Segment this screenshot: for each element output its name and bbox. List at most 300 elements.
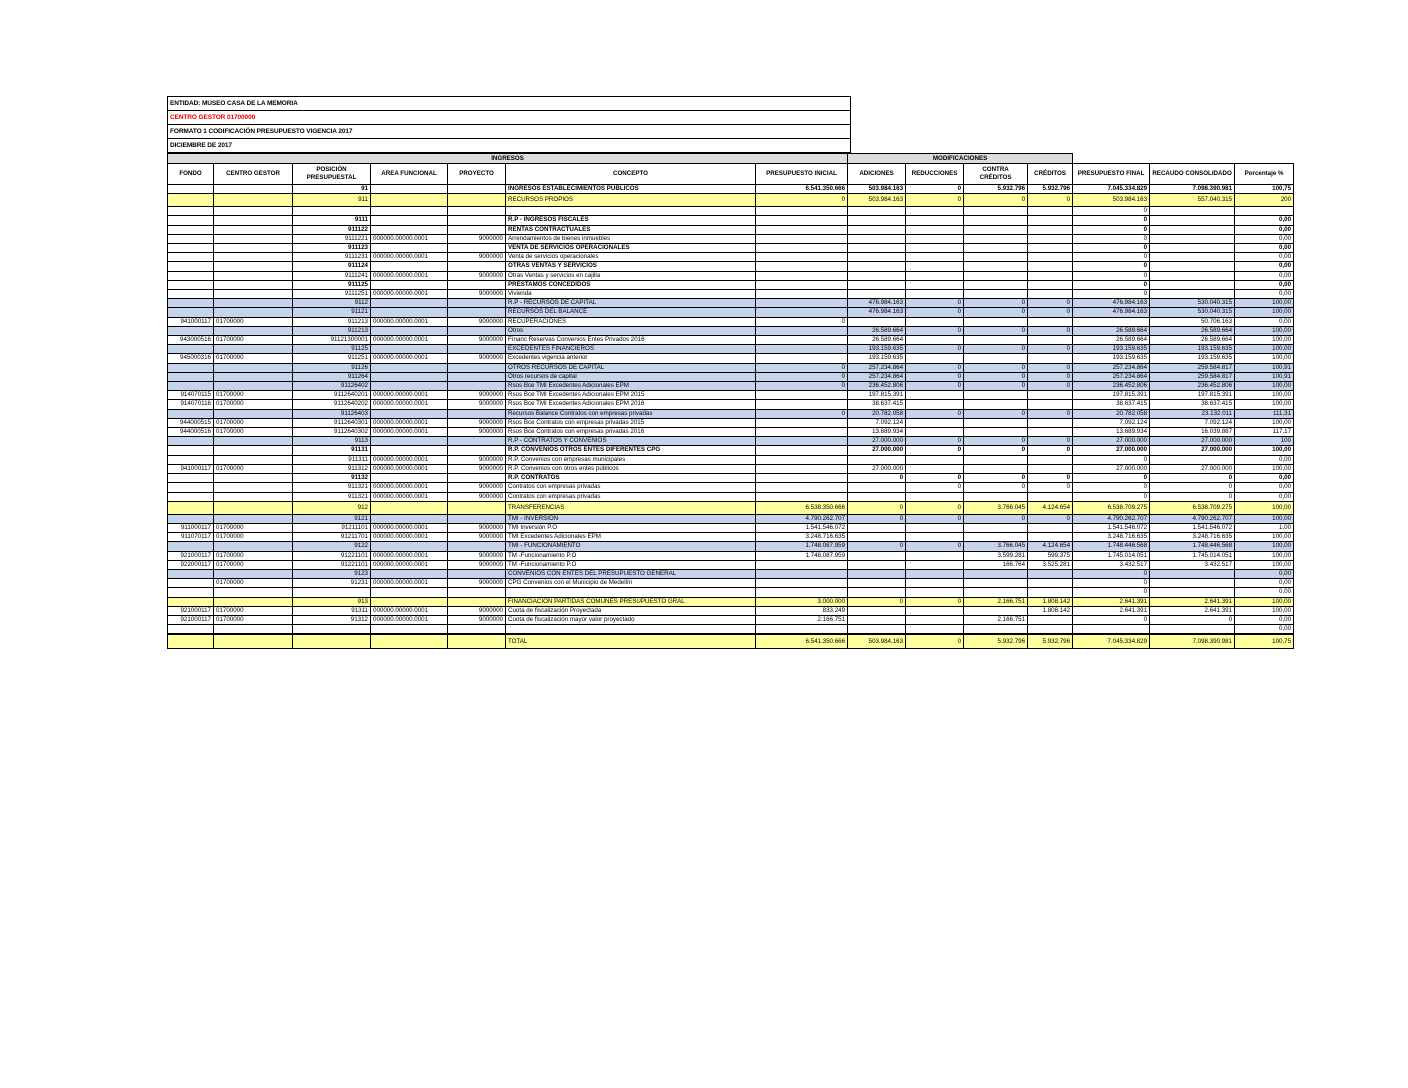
cell-centro-gestor (214, 446, 293, 455)
cell-reducciones (906, 391, 964, 400)
cell-recaudo: 27.000.000 (1150, 446, 1235, 455)
cell-posicion: 9112640301 (293, 418, 371, 427)
cell-posicion: 911123 (293, 244, 371, 253)
table-row (168, 336, 1294, 345)
cell-presupuesto-final: 3.248.716.635 (1073, 533, 1150, 542)
cell-creditos: 0 (1028, 372, 1073, 381)
cell-creditos: 0 (1028, 299, 1073, 308)
cell-creditos: 0 (1028, 308, 1073, 317)
cell-porcentaje: 100,75 (1235, 634, 1294, 649)
cell-presupuesto-final: 20.782.058 (1073, 409, 1150, 418)
cell-centro-gestor (214, 262, 293, 271)
cell-presupuesto-final: 236.452.806 (1073, 382, 1150, 391)
cell-fondo: 914070115 (168, 391, 214, 400)
cell-adiciones (848, 560, 906, 569)
cell-reducciones: 0 (906, 597, 964, 606)
cell-creditos: 4.124.654 (1028, 501, 1073, 514)
cell-adiciones: 503.984.163 (848, 185, 906, 194)
cell-recaudo: 197.815.391 (1150, 391, 1235, 400)
cell-porcentaje: 0,00 (1235, 225, 1294, 234)
cell-presupuesto-inicial (756, 560, 848, 569)
cell-presupuesto-final: 503.984.163 (1073, 194, 1150, 207)
cell-centro-gestor (214, 588, 293, 597)
cell-fondo (168, 455, 214, 464)
cell-recaudo (1150, 579, 1235, 588)
cell-proyecto (448, 207, 506, 216)
cell-posicion: 912 (293, 501, 371, 514)
cell-posicion: 91221101 (293, 560, 371, 569)
cell-creditos (1028, 588, 1073, 597)
cell-fondo: 914070116 (168, 400, 214, 409)
cell-adiciones (848, 588, 906, 597)
cell-adiciones: 503.984.163 (848, 194, 906, 207)
cell-reducciones (906, 625, 964, 635)
cell-centro-gestor (214, 280, 293, 289)
cell-proyecto: 9000000 (448, 579, 506, 588)
cell-concepto: OTROS RECURSOS DE CAPITAL (506, 363, 756, 372)
cell-porcentaje: 200 (1235, 194, 1294, 207)
cell-centro-gestor (214, 372, 293, 381)
table-row (168, 262, 1294, 271)
cell-reducciones: 0 (906, 474, 964, 483)
cell-posicion (293, 207, 371, 216)
cell-presupuesto-inicial: 6.541.350.666 (756, 185, 848, 194)
cell-presupuesto-final: 0 (1073, 483, 1150, 492)
cell-presupuesto-inicial (756, 492, 848, 501)
table-row (168, 280, 1294, 289)
cell-area-funcional: 000000.00000.0001 (371, 492, 448, 501)
cell-presupuesto-inicial (756, 308, 848, 317)
table-row (168, 400, 1294, 409)
cell-area-funcional: 000000.00000.0001 (371, 483, 448, 492)
cell-creditos: 0 (1028, 474, 1073, 483)
cell-presupuesto-final: 1.748.446.568 (1073, 542, 1150, 551)
cell-adiciones: 26.589.664 (848, 336, 906, 345)
col-recaudo-header: RECAUDO CONSOLIDADO (1150, 164, 1235, 185)
cell-recaudo (1150, 271, 1235, 280)
cell-posicion: 91126402 (293, 382, 371, 391)
cell-recaudo: 27.000.000 (1150, 464, 1235, 473)
cell-area-funcional: 000000.00000.0001 (371, 354, 448, 363)
cell-concepto: Otros recursos de capital (506, 372, 756, 381)
cell-porcentaje: 100,00 (1235, 345, 1294, 354)
cell-creditos (1028, 253, 1073, 262)
cell-porcentaje: 100,00 (1235, 326, 1294, 335)
cell-presupuesto-inicial (756, 290, 848, 299)
cell-porcentaje: 100 (1235, 437, 1294, 446)
cell-concepto: CPG Convenios con el Municipio de Medellín (506, 579, 756, 588)
cell-proyecto: 9000000 (448, 606, 506, 615)
cell-fondo (168, 326, 214, 335)
cell-presupuesto-final: 0 (1073, 225, 1150, 234)
cell-concepto: RECURSOS DEL BALANCE (506, 308, 756, 317)
cell-fondo (168, 185, 214, 194)
cell-porcentaje: 100,00 (1235, 354, 1294, 363)
cell-creditos (1028, 262, 1073, 271)
cell-fondo: 921000117 (168, 615, 214, 624)
cell-concepto: Otros (506, 326, 756, 335)
cell-fondo (168, 372, 214, 381)
cell-centro-gestor: 01700000 (214, 551, 293, 560)
cell-concepto: Rsos Bce Contratos con empresas privadas 2016 (506, 428, 756, 437)
cell-creditos: 4.124.654 (1028, 542, 1073, 551)
cell-adiciones: 0 (848, 597, 906, 606)
cell-concepto: R.P. CONVENIOS OTROS ENTES DIFERENTES CPG (506, 446, 756, 455)
cell-contra-creditos (964, 207, 1028, 216)
cell-porcentaje: 100,00 (1235, 533, 1294, 542)
table-row (168, 234, 1294, 243)
cell-adiciones (848, 317, 906, 326)
cell-fondo (168, 492, 214, 501)
table-row (168, 244, 1294, 253)
cell-concepto: Rsos Bce TMI Excedentes Adicionales EPM (506, 382, 756, 391)
cell-recaudo: 0 (1150, 483, 1235, 492)
cell-proyecto (448, 262, 506, 271)
cell-presupuesto-final: 257.234.864 (1073, 372, 1150, 381)
cell-adiciones: 193.159.635 (848, 354, 906, 363)
cell-creditos: 0 (1028, 514, 1073, 523)
cell-proyecto: 9000000 (448, 234, 506, 243)
cell-creditos (1028, 280, 1073, 289)
cell-contra-creditos (964, 533, 1028, 542)
table-row (168, 569, 1294, 578)
cell-presupuesto-inicial (756, 588, 848, 597)
cell-area-funcional (371, 326, 448, 335)
cell-posicion: 9112640302 (293, 428, 371, 437)
cell-proyecto (448, 501, 506, 514)
cell-area-funcional (371, 345, 448, 354)
cell-centro-gestor (214, 501, 293, 514)
cell-concepto: R.P - INGRESOS FISCALES (506, 216, 756, 225)
cell-fondo: 922000117 (168, 560, 214, 569)
cell-contra-creditos (964, 400, 1028, 409)
cell-concepto: CONVENIOS CON ENTES DEL PRESUPUESTO GENERAL (506, 569, 756, 578)
cell-porcentaje: 0,00 (1235, 216, 1294, 225)
cell-proyecto (448, 569, 506, 578)
cell-presupuesto-inicial (756, 455, 848, 464)
cell-centro-gestor: 01700000 (214, 464, 293, 473)
cell-contra-creditos (964, 336, 1028, 345)
group-ingresos: INGRESOS (168, 154, 848, 164)
cell-centro-gestor (214, 569, 293, 578)
cell-centro-gestor: 01700000 (214, 400, 293, 409)
cell-reducciones (906, 262, 964, 271)
cell-reducciones: 0 (906, 345, 964, 354)
cell-adiciones (848, 455, 906, 464)
cell-posicion: 911321 (293, 492, 371, 501)
cell-posicion: 911125 (293, 280, 371, 289)
cell-proyecto: 9000000 (448, 551, 506, 560)
cell-centro-gestor (214, 225, 293, 234)
cell-adiciones: 193.159.635 (848, 345, 906, 354)
cell-contra-creditos (964, 391, 1028, 400)
cell-adiciones: 476.984.163 (848, 299, 906, 308)
cell-proyecto: 9000000 (448, 492, 506, 501)
cell-posicion: 91121300001 (293, 336, 371, 345)
cell-porcentaje: 100,00 (1235, 400, 1294, 409)
cell-fondo (168, 280, 214, 289)
cell-adiciones (848, 244, 906, 253)
cell-contra-creditos (964, 262, 1028, 271)
cell-contra-creditos: 5.932.796 (964, 185, 1028, 194)
cell-centro-gestor: 01700000 (214, 615, 293, 624)
cell-concepto: Venta de servicios operacionales (506, 253, 756, 262)
cell-presupuesto-inicial (756, 207, 848, 216)
cell-recaudo: 259.584.817 (1150, 363, 1235, 372)
cell-presupuesto-inicial: 2.166.751 (756, 615, 848, 624)
cell-contra-creditos (964, 579, 1028, 588)
cell-proyecto: 9000000 (448, 483, 506, 492)
cell-contra-creditos (964, 418, 1028, 427)
cell-proyecto (448, 216, 506, 225)
table-row (168, 501, 1294, 514)
cell-posicion: 91126 (293, 363, 371, 372)
cell-proyecto (448, 280, 506, 289)
table-row (168, 308, 1294, 317)
cell-presupuesto-inicial (756, 625, 848, 635)
cell-porcentaje: 100,00 (1235, 418, 1294, 427)
cell-area-funcional (371, 244, 448, 253)
cell-posicion: 911321 (293, 483, 371, 492)
cell-concepto: Cuota de fiscalización mayor valor proyectado (506, 615, 756, 624)
cell-presupuesto-inicial (756, 446, 848, 455)
cell-fondo (168, 225, 214, 234)
cell-reducciones (906, 336, 964, 345)
cell-proyecto (448, 363, 506, 372)
cell-recaudo: 236.452.806 (1150, 382, 1235, 391)
cell-area-funcional: 000000.00000.0001 (371, 579, 448, 588)
cell-posicion: 9112 (293, 299, 371, 308)
cell-proyecto (448, 308, 506, 317)
cell-presupuesto-final: 27.000.000 (1073, 437, 1150, 446)
cell-centro-gestor (214, 514, 293, 523)
table-row (168, 225, 1294, 234)
cell-centro-gestor (214, 299, 293, 308)
cell-fondo: 941000117 (168, 317, 214, 326)
spreadsheet (167, 96, 1293, 649)
cell-presupuesto-inicial (756, 225, 848, 234)
cell-adiciones: 26.589.664 (848, 326, 906, 335)
cell-reducciones (906, 579, 964, 588)
cell-contra-creditos: 0 (964, 382, 1028, 391)
cell-porcentaje: 0,00 (1235, 253, 1294, 262)
cell-posicion: 91125 (293, 345, 371, 354)
cell-proyecto: 9000000 (448, 455, 506, 464)
cell-presupuesto-inicial: 3.000.000 (756, 597, 848, 606)
cell-reducciones: 0 (906, 382, 964, 391)
cell-presupuesto-inicial (756, 234, 848, 243)
cell-concepto: Rsos Bce TMI Excedentes Adicionales EPM 2016 (506, 400, 756, 409)
cell-contra-creditos: 0 (964, 326, 1028, 335)
table-row (168, 253, 1294, 262)
cell-posicion: 9111221 (293, 234, 371, 243)
cell-adiciones: 27.000.000 (848, 446, 906, 455)
table-row (168, 634, 1294, 649)
cell-porcentaje: 100,75 (1235, 185, 1294, 194)
cell-proyecto: 9000000 (448, 523, 506, 532)
col-presupuesto-inicial-header: PRESUPUESTO INICIAL (756, 164, 848, 185)
cell-presupuesto-inicial: 1.541.546.072 (756, 523, 848, 532)
cell-presupuesto-final: 0 (1073, 615, 1150, 624)
cell-centro-gestor (214, 634, 293, 649)
cell-presupuesto-final: 476.984.163 (1073, 299, 1150, 308)
cell-concepto: TOTAL (506, 634, 756, 649)
cell-fondo (168, 542, 214, 551)
cell-area-funcional (371, 437, 448, 446)
cell-centro-gestor (214, 455, 293, 464)
cell-porcentaje: 100,91 (1235, 363, 1294, 372)
cell-recaudo: 7.092.124 (1150, 418, 1235, 427)
cell-porcentaje: 100,00 (1235, 446, 1294, 455)
cell-contra-creditos: 0 (964, 514, 1028, 523)
cell-presupuesto-inicial: 0 (756, 372, 848, 381)
cell-contra-creditos: 0 (964, 474, 1028, 483)
cell-porcentaje: 0,00 (1235, 290, 1294, 299)
cell-porcentaje: 117,17 (1235, 428, 1294, 437)
col-posicion-header: POSICIÓN PRESUPUESTAL (293, 164, 371, 185)
cell-concepto (506, 625, 756, 635)
cell-area-funcional (371, 625, 448, 635)
cell-concepto: Otras Ventas y servicios en cajilla (506, 271, 756, 280)
table-row (168, 446, 1294, 455)
cell-recaudo: 4.790.262.707 (1150, 514, 1235, 523)
cell-centro-gestor (214, 483, 293, 492)
cell-area-funcional (371, 474, 448, 483)
cell-recaudo: 1.745.014.051 (1150, 551, 1235, 560)
cell-adiciones (848, 207, 906, 216)
cell-area-funcional (371, 542, 448, 551)
cell-creditos: 0 (1028, 483, 1073, 492)
table-row (168, 523, 1294, 532)
cell-recaudo: 530.040.315 (1150, 299, 1235, 308)
cell-reducciones (906, 418, 964, 427)
cell-adiciones: 27.000.000 (848, 464, 906, 473)
cell-concepto: Rsos Bce Contratos con empresas privadas 2015 (506, 418, 756, 427)
cell-recaudo: 193.159.635 (1150, 345, 1235, 354)
cell-contra-creditos: 0 (964, 446, 1028, 455)
cell-fondo (168, 501, 214, 514)
cell-reducciones (906, 280, 964, 289)
cell-reducciones: 0 (906, 483, 964, 492)
cell-reducciones (906, 615, 964, 624)
cell-creditos: 5.932.796 (1028, 634, 1073, 649)
group-header-row (168, 154, 1294, 164)
col-porcentaje-header: Porcentaje % (1235, 164, 1294, 185)
cell-centro-gestor (214, 345, 293, 354)
cell-fondo (168, 634, 214, 649)
cell-recaudo: 7.098.390.981 (1150, 185, 1235, 194)
cell-contra-creditos (964, 216, 1028, 225)
cell-contra-creditos: 0 (964, 483, 1028, 492)
cell-presupuesto-inicial (756, 474, 848, 483)
table-row (168, 437, 1294, 446)
cell-presupuesto-final: 197.815.391 (1073, 391, 1150, 400)
cell-adiciones (848, 253, 906, 262)
cell-presupuesto-inicial: 833.249 (756, 606, 848, 615)
cell-creditos (1028, 579, 1073, 588)
cell-posicion: 9111231 (293, 253, 371, 262)
cell-presupuesto-final: 26.589.664 (1073, 326, 1150, 335)
cell-porcentaje: 100,91 (1235, 372, 1294, 381)
cell-posicion: 91 (293, 185, 371, 194)
cell-posicion: 9113 (293, 437, 371, 446)
cell-recaudo: 2.641.391 (1150, 606, 1235, 615)
cell-presupuesto-inicial (756, 483, 848, 492)
cell-proyecto: 9000000 (448, 400, 506, 409)
cell-creditos (1028, 317, 1073, 326)
cell-presupuesto-final: 0 (1073, 492, 1150, 501)
cell-fondo (168, 514, 214, 523)
cell-contra-creditos: 3.766.045 (964, 501, 1028, 514)
cell-proyecto (448, 542, 506, 551)
cell-contra-creditos (964, 253, 1028, 262)
cell-fondo (168, 437, 214, 446)
cell-area-funcional: 000000.00000.0001 (371, 253, 448, 262)
cell-reducciones: 0 (906, 409, 964, 418)
cell-posicion: 9123 (293, 569, 371, 578)
cell-presupuesto-final: 0 (1073, 455, 1150, 464)
cell-posicion: 91132 (293, 474, 371, 483)
cell-area-funcional: 000000.00000.0001 (371, 615, 448, 624)
cell-adiciones (848, 234, 906, 243)
cell-presupuesto-final: 27.000.000 (1073, 446, 1150, 455)
cell-creditos: 0 (1028, 437, 1073, 446)
cell-fondo (168, 446, 214, 455)
cell-creditos (1028, 391, 1073, 400)
cell-presupuesto-inicial (756, 299, 848, 308)
cell-recaudo: 0 (1150, 615, 1235, 624)
cell-recaudo: 38.637.415 (1150, 400, 1235, 409)
cell-fondo: 941000117 (168, 464, 214, 473)
cell-creditos (1028, 400, 1073, 409)
cell-contra-creditos: 5.932.796 (964, 634, 1028, 649)
col-area-funcional-header: AREA FUNCIONAL (371, 164, 448, 185)
col-centro-gestor-header: CENTRO GESTOR (214, 164, 293, 185)
cell-reducciones: 0 (906, 372, 964, 381)
cell-reducciones (906, 551, 964, 560)
cell-adiciones (848, 523, 906, 532)
cell-concepto: PRÉSTAMOS CONCEDIDOS (506, 280, 756, 289)
table-row (168, 418, 1294, 427)
cell-proyecto (448, 634, 506, 649)
cell-reducciones (906, 216, 964, 225)
cell-proyecto: 9000000 (448, 560, 506, 569)
cell-recaudo: 26.589.664 (1150, 336, 1235, 345)
cell-area-funcional: 000000.00000.0001 (371, 418, 448, 427)
cell-creditos (1028, 244, 1073, 253)
cell-area-funcional: 000000.00000.0001 (371, 336, 448, 345)
cell-concepto: R.P. Convenios con otros entes públicos (506, 464, 756, 473)
cell-proyecto (448, 372, 506, 381)
cell-fondo: 911000117 (168, 523, 214, 532)
cell-presupuesto-final: 7.045.334.829 (1073, 185, 1150, 194)
table-row (168, 326, 1294, 335)
cell-proyecto: 9000000 (448, 428, 506, 437)
cell-area-funcional: 000000.00000.0001 (371, 290, 448, 299)
cell-centro-gestor (214, 363, 293, 372)
cell-reducciones (906, 455, 964, 464)
cell-concepto: OTRAS VENTAS Y SERVICIOS (506, 262, 756, 271)
cell-reducciones (906, 290, 964, 299)
cell-presupuesto-final: 0 (1073, 234, 1150, 243)
cell-porcentaje: 100,00 (1235, 382, 1294, 391)
table-row (168, 455, 1294, 464)
table-row (168, 409, 1294, 418)
cell-reducciones (906, 244, 964, 253)
cell-contra-creditos: 0 (964, 437, 1028, 446)
cell-concepto: INGRESOS ESTABLECIMIENTOS PUBLICOS (506, 185, 756, 194)
cell-presupuesto-final: 7.045.334.829 (1073, 634, 1150, 649)
